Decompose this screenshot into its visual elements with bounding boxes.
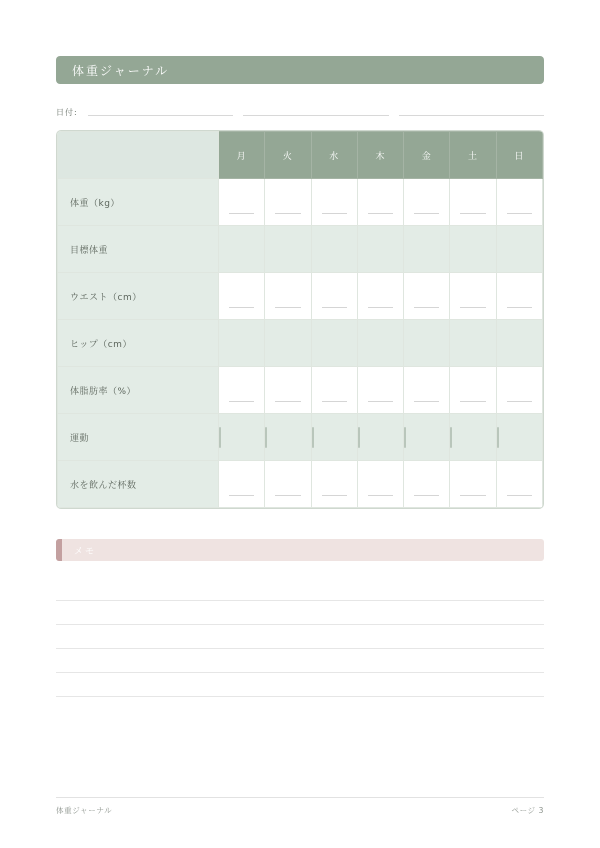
exercise-checkbox[interactable] [358, 427, 360, 448]
notes-line[interactable] [56, 625, 544, 649]
footer-left-text: 体重ジャーナル [56, 806, 113, 815]
write-line [507, 494, 532, 496]
entry-cell[interactable] [404, 320, 450, 367]
write-line [229, 306, 254, 308]
exercise-checkbox[interactable] [312, 427, 314, 448]
notes-line[interactable] [56, 577, 544, 601]
page-title: 体重ジャーナル [72, 63, 170, 78]
write-line [460, 306, 485, 308]
write-line [322, 212, 347, 214]
write-line [414, 212, 439, 214]
entry-cell[interactable] [265, 367, 311, 414]
entry-cell[interactable] [265, 179, 311, 226]
date-input-lines[interactable] [88, 114, 544, 116]
entry-cell[interactable] [311, 461, 357, 508]
table-body [58, 179, 543, 508]
page-footer [56, 797, 544, 816]
entry-cell[interactable] [357, 414, 403, 461]
entry-cell[interactable] [404, 226, 450, 273]
write-line [275, 212, 300, 214]
table-corner-cell [58, 132, 219, 179]
write-line [460, 494, 485, 496]
notes-lines[interactable] [56, 577, 544, 697]
entry-cell[interactable] [496, 320, 542, 367]
exercise-checkbox[interactable] [404, 427, 406, 448]
table-row [58, 414, 543, 461]
journal-table-wrapper [56, 130, 544, 509]
day-header-tue: 火 [265, 132, 311, 179]
write-line [414, 306, 439, 308]
row-label-hip: ヒップ（cm） [58, 320, 219, 367]
write-line [229, 400, 254, 402]
write-line [507, 400, 532, 402]
table-row [58, 461, 543, 508]
write-line [275, 494, 300, 496]
table-header-row [58, 132, 543, 179]
entry-cell[interactable] [496, 461, 542, 508]
table-row [58, 367, 543, 414]
journal-table [57, 131, 543, 508]
write-line [368, 212, 393, 214]
day-header-sat: 土 [450, 132, 496, 179]
entry-cell[interactable] [219, 273, 265, 320]
entry-cell[interactable] [404, 367, 450, 414]
write-line [229, 212, 254, 214]
exercise-checkbox[interactable] [450, 427, 452, 448]
entry-cell[interactable] [311, 273, 357, 320]
write-line [414, 494, 439, 496]
entry-cell[interactable] [311, 414, 357, 461]
day-header-mon: 月 [219, 132, 265, 179]
write-line [507, 212, 532, 214]
day-header-wed: 水 [311, 132, 357, 179]
exercise-checkbox[interactable] [497, 427, 499, 448]
entry-cell[interactable] [219, 414, 265, 461]
write-line [460, 212, 485, 214]
entry-cell[interactable] [357, 226, 403, 273]
notes-line[interactable] [56, 649, 544, 673]
entry-cell[interactable] [404, 179, 450, 226]
write-line [229, 494, 254, 496]
entry-cell[interactable] [219, 461, 265, 508]
entry-cell[interactable] [357, 367, 403, 414]
entry-cell[interactable] [357, 179, 403, 226]
entry-cell[interactable] [496, 179, 542, 226]
row-label-exercise: 運動 [58, 414, 219, 461]
write-line [507, 306, 532, 308]
page-title-bar [56, 56, 544, 84]
write-line [322, 494, 347, 496]
entry-cell[interactable] [450, 461, 496, 508]
entry-cell[interactable] [357, 320, 403, 367]
write-line [460, 400, 485, 402]
table-row [58, 226, 543, 273]
write-line [368, 400, 393, 402]
day-header-sun: 日 [496, 132, 542, 179]
entry-cell[interactable] [496, 273, 542, 320]
entry-cell[interactable] [219, 226, 265, 273]
write-line [322, 400, 347, 402]
write-line [275, 306, 300, 308]
entry-cell[interactable] [311, 179, 357, 226]
date-line[interactable] [88, 114, 233, 116]
entry-cell[interactable] [265, 273, 311, 320]
write-line [368, 494, 393, 496]
entry-cell[interactable] [265, 461, 311, 508]
row-label-goal-weight: 目標体重 [58, 226, 219, 273]
date-row [56, 102, 544, 118]
entry-cell[interactable] [265, 414, 311, 461]
entry-cell[interactable] [265, 226, 311, 273]
notes-header [56, 539, 544, 561]
entry-cell[interactable] [496, 414, 542, 461]
entry-cell[interactable] [450, 367, 496, 414]
write-line [414, 400, 439, 402]
entry-cell[interactable] [450, 273, 496, 320]
write-line [322, 306, 347, 308]
entry-cell[interactable] [311, 367, 357, 414]
entry-cell[interactable] [496, 226, 542, 273]
date-line[interactable] [243, 114, 388, 116]
table-row [58, 179, 543, 226]
entry-cell[interactable] [496, 367, 542, 414]
row-label-body-fat: 体脂肪率（%） [58, 367, 219, 414]
entry-cell[interactable] [450, 179, 496, 226]
entry-cell[interactable] [357, 273, 403, 320]
date-line[interactable] [399, 114, 544, 116]
entry-cell[interactable] [357, 461, 403, 508]
row-label-waist: ウエスト（cm） [58, 273, 219, 320]
row-label-weight: 体重（kg） [58, 179, 219, 226]
day-header-thu: 木 [357, 132, 403, 179]
row-label-water: 水を飲んだ杯数 [58, 461, 219, 508]
entry-cell[interactable] [404, 273, 450, 320]
notes-line[interactable] [56, 673, 544, 697]
entry-cell[interactable] [450, 320, 496, 367]
day-header-fri: 金 [404, 132, 450, 179]
date-label: 日付: [56, 108, 78, 117]
table-head [58, 132, 543, 179]
exercise-checkbox[interactable] [219, 427, 221, 448]
entry-cell[interactable] [450, 226, 496, 273]
notes-line[interactable] [56, 601, 544, 625]
write-line [275, 400, 300, 402]
footer-page-number: ページ 3 [511, 806, 544, 815]
table-row [58, 320, 543, 367]
write-line [368, 306, 393, 308]
entry-cell[interactable] [219, 367, 265, 414]
entry-cell[interactable] [265, 320, 311, 367]
exercise-checkbox[interactable] [265, 427, 267, 448]
entry-cell[interactable] [219, 320, 265, 367]
table-row [58, 273, 543, 320]
entry-cell[interactable] [311, 226, 357, 273]
entry-cell[interactable] [311, 320, 357, 367]
entry-cell[interactable] [404, 414, 450, 461]
entry-cell[interactable] [450, 414, 496, 461]
entry-cell[interactable] [219, 179, 265, 226]
entry-cell[interactable] [404, 461, 450, 508]
notes-title: メモ [74, 546, 97, 557]
